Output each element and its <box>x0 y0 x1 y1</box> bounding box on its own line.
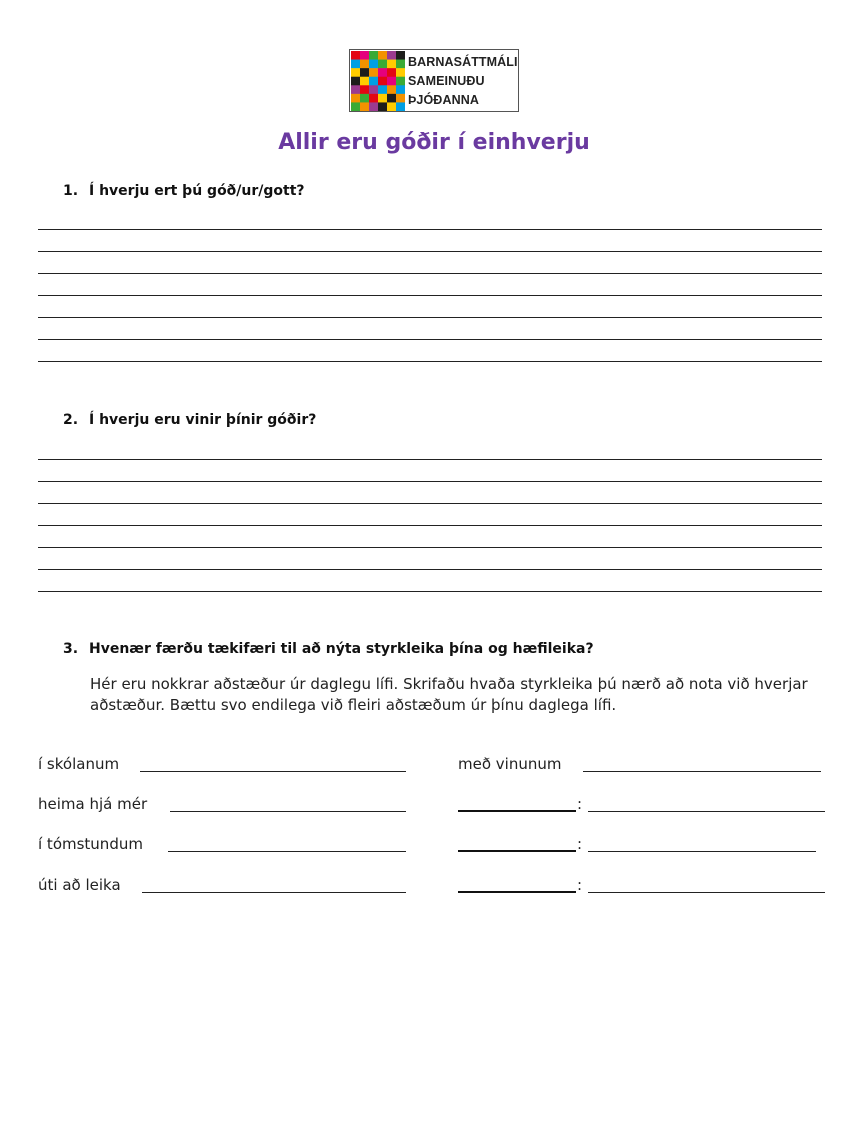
logo-mosaic-tile <box>351 60 360 69</box>
logo-mosaic-tile <box>360 85 369 94</box>
logo-mosaic-tile <box>360 60 369 69</box>
logo-mosaic <box>351 51 405 111</box>
logo-mosaic-tile <box>387 68 396 77</box>
question-1 <box>63 183 305 199</box>
situation-blank-home[interactable] <box>170 811 406 812</box>
custom-situation-answer-blank[interactable] <box>588 892 825 893</box>
logo-mosaic-tile <box>378 68 387 77</box>
logo-line-3: ÞJÓÐANNA <box>408 93 479 107</box>
answer-line[interactable] <box>38 525 822 526</box>
question-1-number: 1. <box>63 183 79 199</box>
page-title: Allir eru góðir í einhverju <box>278 130 590 155</box>
logo-mosaic-tile <box>378 102 387 111</box>
logo-mosaic-tile <box>351 85 360 94</box>
situation-label-home: heima hjá mér <box>38 795 148 813</box>
logo-mosaic-tile <box>360 68 369 77</box>
logo-mosaic-tile <box>351 102 360 111</box>
answer-line[interactable] <box>38 503 822 504</box>
logo-mosaic-tile <box>378 94 387 103</box>
logo-mosaic-tile <box>387 94 396 103</box>
logo-mosaic-tile <box>378 77 387 86</box>
answer-line[interactable] <box>38 547 822 548</box>
logo-mosaic-tile <box>396 68 405 77</box>
question-2 <box>63 412 316 428</box>
logo-mosaic-tile <box>396 94 405 103</box>
instructions: Hér eru nokkrar aðstæður úr daglegu lífi. Skrifaðu hvaða styrkleika þú nærð að nota við hverjar aðstæður. Bættu svo endilega við fleiri aðstæðum úr þínu daglega lífi. <box>90 675 808 714</box>
logo-text <box>408 53 518 110</box>
answer-line[interactable] <box>38 361 822 362</box>
logo-mosaic-tile <box>396 85 405 94</box>
answer-line[interactable] <box>38 295 822 296</box>
logo-mosaic-tile <box>369 51 378 60</box>
logo-mosaic-tile <box>387 77 396 86</box>
logo-mosaic-tile <box>396 60 405 69</box>
situation-label-leisure: í tómstundum <box>38 835 143 853</box>
logo-mosaic-tile <box>396 51 405 60</box>
logo-mosaic-tile <box>396 102 405 111</box>
situation-label-outside: úti að leika <box>38 876 121 894</box>
custom-situation-blank[interactable] <box>458 810 576 812</box>
logo-mosaic-tile <box>360 51 369 60</box>
question-3-text: Hvenær færðu tækifæri til að nýta styrkleika þína og hæfileika? <box>89 641 594 657</box>
situation-label-school: í skólanum <box>38 755 120 773</box>
logo-mosaic-tile <box>387 102 396 111</box>
answer-line[interactable] <box>38 317 822 318</box>
answer-line[interactable] <box>38 339 822 340</box>
custom-situation-answer-blank[interactable] <box>588 851 816 852</box>
question-2-number: 2. <box>63 412 79 428</box>
logo-mosaic-tile <box>378 51 387 60</box>
answer-line[interactable] <box>38 273 822 274</box>
logo-mosaic-tile <box>360 94 369 103</box>
logo-mosaic-tile <box>369 60 378 69</box>
logo-mosaic-tile <box>369 77 378 86</box>
logo-mosaic-tile <box>351 51 360 60</box>
logo-mosaic-tile <box>369 102 378 111</box>
logo-mosaic-tile <box>378 60 387 69</box>
question-3-number: 3. <box>63 641 79 657</box>
logo-mosaic-tile <box>378 85 387 94</box>
logo-line-2: SAMEINUÐU <box>408 74 485 88</box>
custom-situation-answer-blank[interactable] <box>588 811 825 812</box>
situation-blank-school[interactable] <box>140 771 406 772</box>
custom-situation-blank[interactable] <box>458 850 576 852</box>
question-1-text: Í hverju ert þú góð/ur/gott? <box>89 183 305 199</box>
custom-situation-blank[interactable] <box>458 891 576 893</box>
logo-mosaic-tile <box>396 77 405 86</box>
situation-blank-friends[interactable] <box>583 771 821 772</box>
logo-mosaic-tile <box>387 60 396 69</box>
situation-blank-leisure[interactable] <box>168 851 406 852</box>
situation-label-friends: með vinunum <box>458 755 562 773</box>
colon: : <box>577 835 583 853</box>
answer-line[interactable] <box>38 569 822 570</box>
logo-mosaic-tile <box>360 77 369 86</box>
answer-line[interactable] <box>38 251 822 252</box>
logo-mosaic-tile <box>387 51 396 60</box>
logo-mosaic-tile <box>360 102 369 111</box>
logo <box>349 49 519 112</box>
logo-mosaic-tile <box>369 68 378 77</box>
logo-mosaic-tile <box>369 85 378 94</box>
question-2-text: Í hverju eru vinir þínir góðir? <box>89 412 317 428</box>
question-3 <box>63 641 594 657</box>
colon: : <box>577 795 583 813</box>
logo-mosaic-tile <box>387 85 396 94</box>
logo-line-1: BARNASÁTTMÁLI <box>408 55 518 69</box>
answer-line[interactable] <box>38 459 822 460</box>
logo-mosaic-tile <box>351 68 360 77</box>
answer-line[interactable] <box>38 591 822 592</box>
colon: : <box>577 876 583 894</box>
answer-line[interactable] <box>38 229 822 230</box>
logo-mosaic-tile <box>369 94 378 103</box>
answer-line[interactable] <box>38 481 822 482</box>
situation-blank-outside[interactable] <box>142 892 406 893</box>
logo-mosaic-tile <box>351 77 360 86</box>
logo-mosaic-tile <box>351 94 360 103</box>
